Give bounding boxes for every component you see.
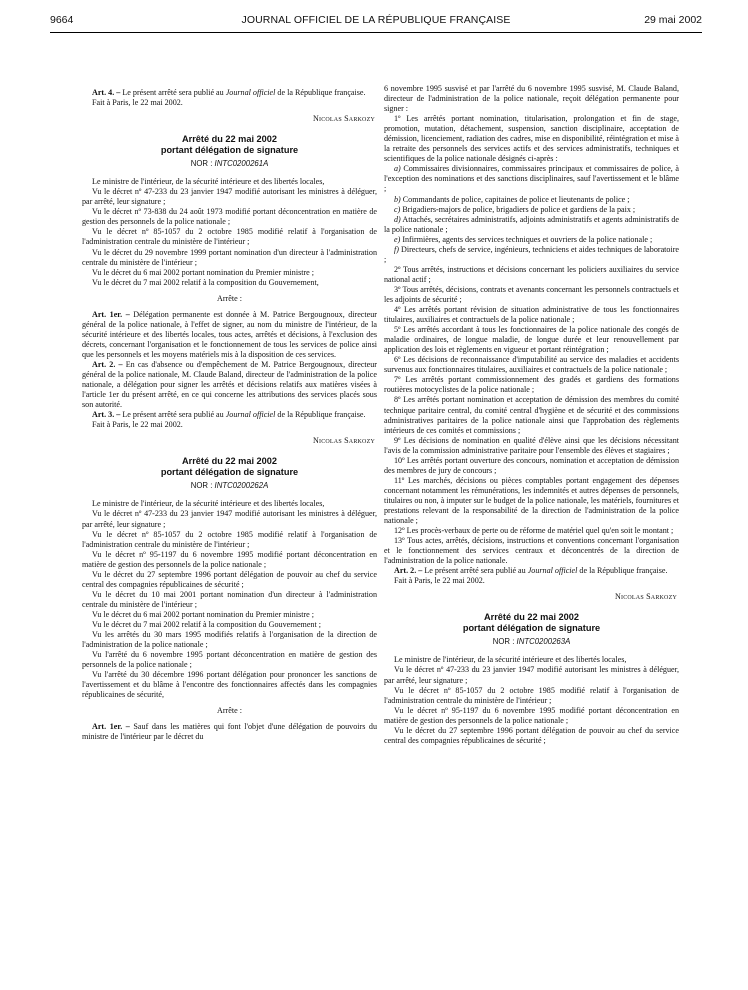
list-item: 6º Les décisions de reconnaissance d'imputabilité au service des maladies et accidents survenus aux fonctionnaires titulaires, auxiliaires et contractuels de la police nationale ; — [384, 355, 679, 375]
paragraph: Vu le décret du 7 mai 2002 relatif à la composition du Gouvernement ; — [92, 619, 321, 629]
fait-a-paris: Fait à Paris, le 22 mai 2002. — [394, 576, 485, 586]
paragraph: Vu le décret nº 85-1057 du 2 octobre 1985 modifié relatif à l'organisation de l'administration centrale du ministère de l'intérieur ; — [384, 685, 679, 705]
paragraph: Vu le décret du 6 mai 2002 portant nomination du Premier ministre ; — [92, 609, 315, 619]
list-item: 1º Les arrêtés portant nomination, titularisation, prolongation et fin de stage, promotion, mutation, détachement, suspension, sanction disciplinaire, acceptation de démission, licenciement, radiation des cadres, mise en disponibilité, réintégration et mise à la retraite des personnels des services actifs et des services administratifs, techniques et scientifiques de la police nationale désignés ci-après : — [384, 114, 679, 164]
fait-a-paris: Fait à Paris, le 22 mai 2002. — [92, 98, 183, 108]
list-item: 10º Les arrêtés portant ouverture des concours, nomination et acceptation de démission des membres de jury de concours ; — [384, 455, 679, 475]
paragraph: Vu le décret nº 95-1197 du 6 novembre 1995 modifié portant déconcentration en matière de gestion des personnels de la police nationale ; — [82, 549, 377, 569]
signature: Nicolas Sarkozy — [614, 592, 677, 602]
article-2: Art. 2. – Le présent arrêté sera publié au Journal officiel de la République française. — [394, 566, 668, 576]
list-item: 11º Les marchés, décisions ou pièces comptables portant engagement des dépenses concernant notamment les rémunérations, les indemnités et autres dépenses de personnels, titulaires ou non, à imputer sur le budget de la police nationale, les matériels, fournitures et prestations relevant de la responsabilité de la direction de l'administration de la police nationale ; — [384, 475, 679, 526]
paragraph: Vu l'arrêté du 6 novembre 1995 portant déconcentration en matière de gestion des personnels de la police nationale ; — [82, 650, 377, 670]
paragraph: Vu les arrêtés du 30 mars 1995 modifiés relatifs à l'organisation de la direction de l'administration de la police nationale ; — [82, 630, 377, 650]
header-rule — [50, 32, 702, 33]
list-item: 4º Les arrêtés portant révision de situation administrative de tous les fonctionnaires titulaires, auxiliaires et contractuels de la police nationale ; — [384, 305, 679, 325]
list-item: 13º Tous actes, arrêtés, décisions, instructions et conventions concernant l'organisation et le fonctionnement des services centraux et déconcentrés de la direction de l'administration de la police nationale. — [384, 536, 679, 566]
signature: Nicolas Sarkozy — [312, 114, 375, 124]
paragraph: Vu le décret nº 85-1057 du 2 octobre 1985 modifié relatif à l'organisation de l'administration centrale du ministère de l'intérieur ; — [82, 529, 377, 549]
arrete-title: Arrêté du 22 mai 2002 portant délégation de signature — [160, 456, 299, 478]
article-1: Art. 1er. – Délégation permanente est donnée à M. Patrice Bergougnoux, directeur général de la police nationale, à l'effet de signer, au nom du ministre de l'intérieur, de la sécurité intérieure et des libertés locales, tous actes, arrêtés et décisions, à l'exclusion des décrets, concernant l'organisation et le fonctionnement de tous les services de police ainsi que les personnels et les moyens matériels mis à la disposition de ces services. — [82, 309, 377, 359]
arrete-title: Arrêté du 22 mai 2002 portant délégation de signature — [462, 612, 601, 634]
list-item: 12º Les procès-verbaux de perte ou de réforme de matériel quel qu'en soit le montant ; — [394, 526, 674, 536]
paragraph: Le ministre de l'intérieur, de la sécurité intérieure et des libertés locales, — [394, 655, 627, 665]
arrete-heading: Arrête : — [217, 293, 242, 303]
page-header — [50, 14, 702, 28]
list-item: 3º Tous arrêtés, décisions, contrats et avenants concernant les personnels contractuels et les adjoints de sécurité ; — [384, 284, 679, 304]
paragraph: Vu le décret du 27 septembre 1996 portant délégation de pouvoir au chef du service central des compagnies républicaines de sécurité ; — [384, 725, 679, 745]
paragraph: Vu l'arrêté du 30 décembre 1996 portant délégation pour prononcer les sanctions de l'avertissement et du blâme à l'encontre des fonctionnaires affectés dans les compagnies républicaines de sécurité, — [82, 670, 377, 700]
list-item: 5º Les arrêtés accordant à tous les fonctionnaires de la police nationale des congés de maladie ordinaires, de longue maladie, de longue durée et leur renouvellement par application des lois et règlements en vigueur et portant réintégration ; — [384, 325, 679, 355]
list-item: d) Attachés, secrétaires administratifs, adjoints administratifs et agents administratifs de la police nationale ; — [384, 214, 679, 234]
paragraph: Vu le décret du 29 novembre 1999 portant nomination d'un directeur à l'administration centrale du ministère de l'intérieur ; — [82, 247, 377, 267]
paragraph: Vu le décret nº 47-233 du 23 janvier 1947 modifié autorisant les ministres à déléguer, par arrêté, leur signature ; — [82, 509, 377, 529]
page-number: 9664 — [50, 14, 74, 26]
issue-date: 29 mai 2002 — [644, 14, 702, 26]
article-3: Art. 3. – Le présent arrêté sera publié au Journal officiel de la République française. — [92, 410, 366, 420]
list-item: 9º Les décisions de nomination en qualité d'élève ainsi que les décisions nécessitant l'avis de la commission administrative paritaire pour l'ensemble des élèves et stagiaires ; — [384, 435, 679, 455]
article-2: Art. 2. – En cas d'absence ou d'empêchement de M. Patrice Bergougnoux, directeur général de la police nationale, M. Claude Baland, directeur de l'administration de la police nationale, a délégation pour signer les arrêtés et décisions relatifs aux matières visées à l'article 1er du présent arrêté, en ce qui concerne les attributions des services placés sous son autorité. — [82, 359, 377, 410]
list-item: 8º Les arrêtés portant nomination et acceptation de démission des membres du comité technique paritaire central, du comité central d'hygiène et de sécurité et des commissions administratives paritaires de la police nationale ainsi que l'approbation des règlements intérieurs de ces comités et commissions ; — [384, 395, 679, 435]
paragraph: Vu le décret nº 95-1197 du 6 novembre 1995 modifié portant déconcentration en matière de gestion des personnels de la police nationale ; — [384, 705, 679, 725]
arrete-title: Arrêté du 22 mai 2002 portant délégation de signature — [160, 134, 299, 156]
list-item: b) Commandants de police, capitaines de police et lieutenants de police ; — [394, 194, 630, 204]
journal-title: JOURNAL OFFICIEL DE LA RÉPUBLIQUE FRANÇAISE — [241, 14, 511, 26]
paragraph: Vu le décret du 27 septembre 1996 portant délégation de pouvoir au chef du service central des compagnies républicaines de sécurité ; — [82, 569, 377, 589]
paragraph: Vu le décret du 10 mai 2001 portant nomination d'un directeur à l'administration centrale du ministère de l'intérieur ; — [82, 589, 377, 609]
left-column — [82, 88, 377, 742]
list-item: c) Brigadiers-majors de police, brigadiers de police et gardiens de la paix ; — [394, 204, 636, 214]
nor-reference: NOR : INTC0200263A — [492, 637, 571, 647]
paragraph: Vu le décret nº 73-838 du 24 août 1973 modifié portant déconcentration en matière de gestion des personnels de la police nationale ; — [82, 207, 377, 227]
list-item: 7º Les arrêtés portant commissionnement des gradés et gardiens des formations routières motocyclistes de la police nationale ; — [384, 375, 679, 395]
list-item: f) Directeurs, chefs de service, ingénieurs, techniciens et aides techniques de laboratoire ; — [384, 244, 679, 264]
fait-a-paris: Fait à Paris, le 22 mai 2002. — [92, 420, 183, 430]
right-column — [384, 84, 679, 746]
paragraph: Le ministre de l'intérieur, de la sécurité intérieure et des libertés locales, — [92, 177, 325, 187]
list-item: a) Commissaires divisionnaires, commissaires principaux et commissaires de police, à l'exception des nominations et des sanctions disciplinaires, sauf l'avertissement et le blâme ; — [384, 164, 679, 194]
paragraph: Vu le décret nº 47-233 du 23 janvier 1947 modifié autorisant les ministres à déléguer, par arrêté, leur signature ; — [82, 187, 377, 207]
article-1: Art. 1er. – Sauf dans les matières qui font l'objet d'une délégation de pouvoirs du ministre de l'intérieur par le décret du — [82, 722, 378, 742]
paragraph: Vu le décret du 6 mai 2002 portant nomination du Premier ministre ; — [92, 267, 315, 277]
arrete-heading: Arrête : — [217, 706, 242, 716]
paragraph: Le ministre de l'intérieur, de la sécurité intérieure et des libertés locales, — [92, 499, 325, 509]
nor-reference: NOR : INTC0200261A — [190, 159, 269, 169]
paragraph: Vu le décret nº 47-233 du 23 janvier 1947 modifié autorisant les ministres à déléguer, par arrêté, leur signature ; — [384, 665, 679, 685]
list-item: e) Infirmières, agents des services techniques et ouvriers de la police nationale ; — [394, 234, 653, 244]
paragraph: Vu le décret nº 85-1057 du 2 octobre 1985 modifié relatif à l'organisation de l'administration centrale du ministère de l'intérieur ; — [82, 227, 377, 247]
list-item: 2º Tous arrêtés, instructions et décisions concernant les policiers auxiliaires du service national actif ; — [384, 264, 679, 284]
signature: Nicolas Sarkozy — [312, 436, 375, 446]
nor-reference: NOR : INTC0200262A — [190, 481, 269, 491]
paragraph: 6 novembre 1995 susvisé et par l'arrêté du 6 novembre 1995 susvisé, M. Claude Baland, directeur de l'administration de la police nationale, reçoit délégation permanente pour signer : — [384, 84, 679, 114]
article-4: Art. 4. – Le présent arrêté sera publié au Journal officiel de la République française. — [92, 88, 366, 97]
paragraph: Vu le décret du 7 mai 2002 relatif à la composition du Gouvernement, — [92, 277, 319, 287]
